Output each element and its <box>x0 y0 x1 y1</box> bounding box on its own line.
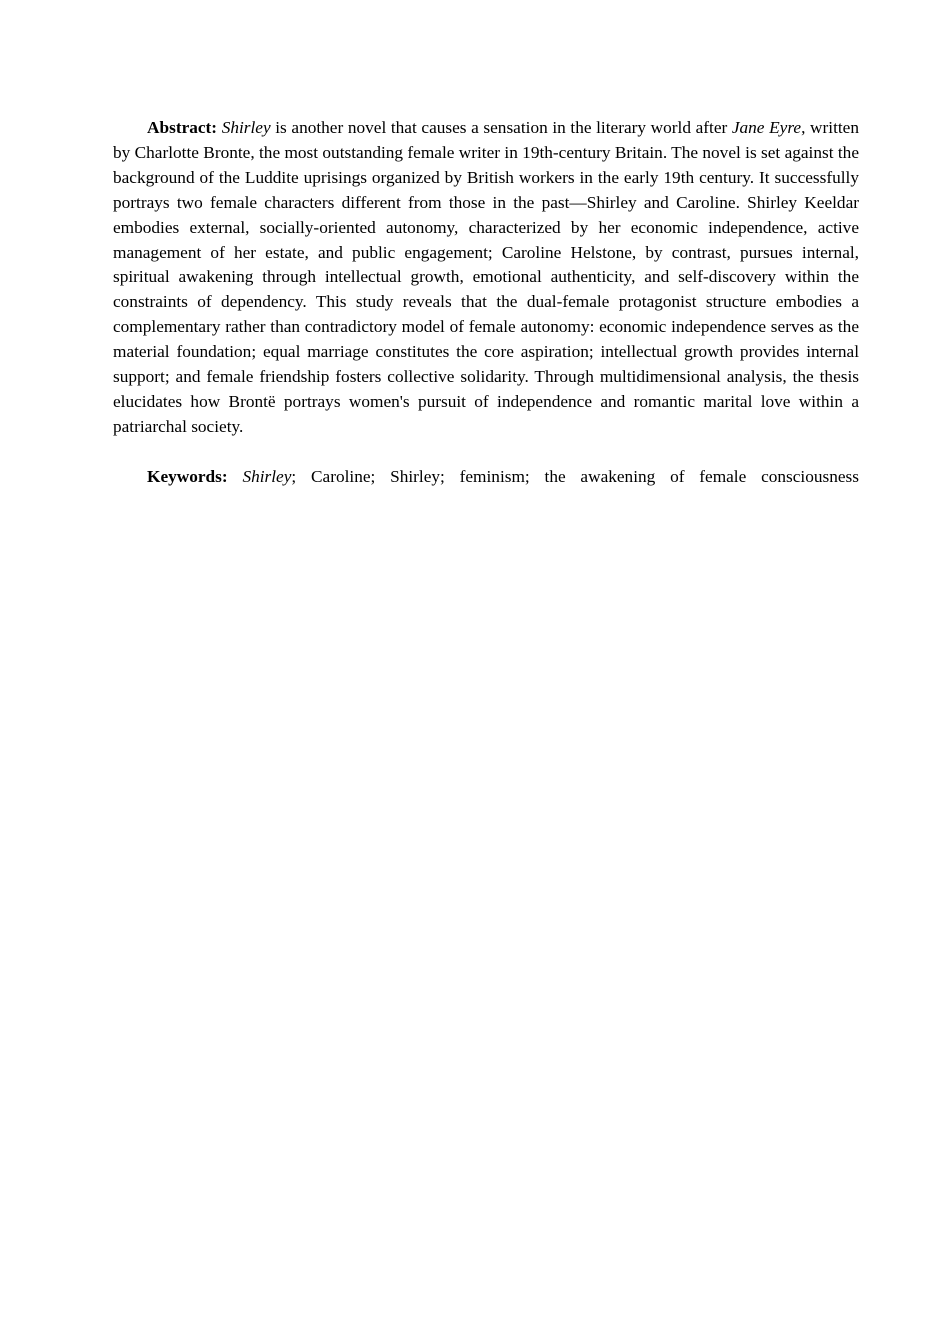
keyword-title-shirley: Shirley <box>242 466 292 486</box>
abstract-label: Abstract: <box>147 118 218 137</box>
keywords-list: ; Caroline; Shirley; feminism; the awakening of female consciousness <box>291 466 859 486</box>
novel-title-jane-eyre: Jane Eyre <box>731 118 802 137</box>
abstract-text-part-2: , written by Charlotte Bronte, the most outstanding female writer in 19th-century Britain. The novel is set against the background of the Luddite uprisings organized by British workers in the early 19th century. It successfully portrays two female characters different from those in the past—Shirley and Caroline. Shirley Keeldar embodies external, socially-oriented autonomy, characterized by her economic independence, active management of her estate, and public engagement; Caroline Helstone, by contrast, pursues internal, spiritual awakening through intellectual growth, emotional authenticity, and self-discovery within the constraints of dependency. This study reveals that the dual-female protagonist structure embodies a complementary rather than contradictory model of female autonomy: economic independence serves as the material foundation; equal marriage constitutes the core aspiration; intellectual growth provides internal support; and female friendship fosters collective solidarity. Through multidimensional analysis, the thesis elucidates how Brontë portrays women's pursuit of independence and romantic marital love within a patriarchal society. <box>113 118 859 436</box>
abstract-paragraph <box>113 116 859 440</box>
keywords-paragraph <box>113 465 859 490</box>
novel-title-shirley: Shirley <box>221 118 271 137</box>
abstract-text-part-1: is another novel that causes a sensation in the literary world after <box>270 118 732 137</box>
abstract-section <box>113 116 859 490</box>
keywords-label: Keywords: <box>147 466 228 486</box>
